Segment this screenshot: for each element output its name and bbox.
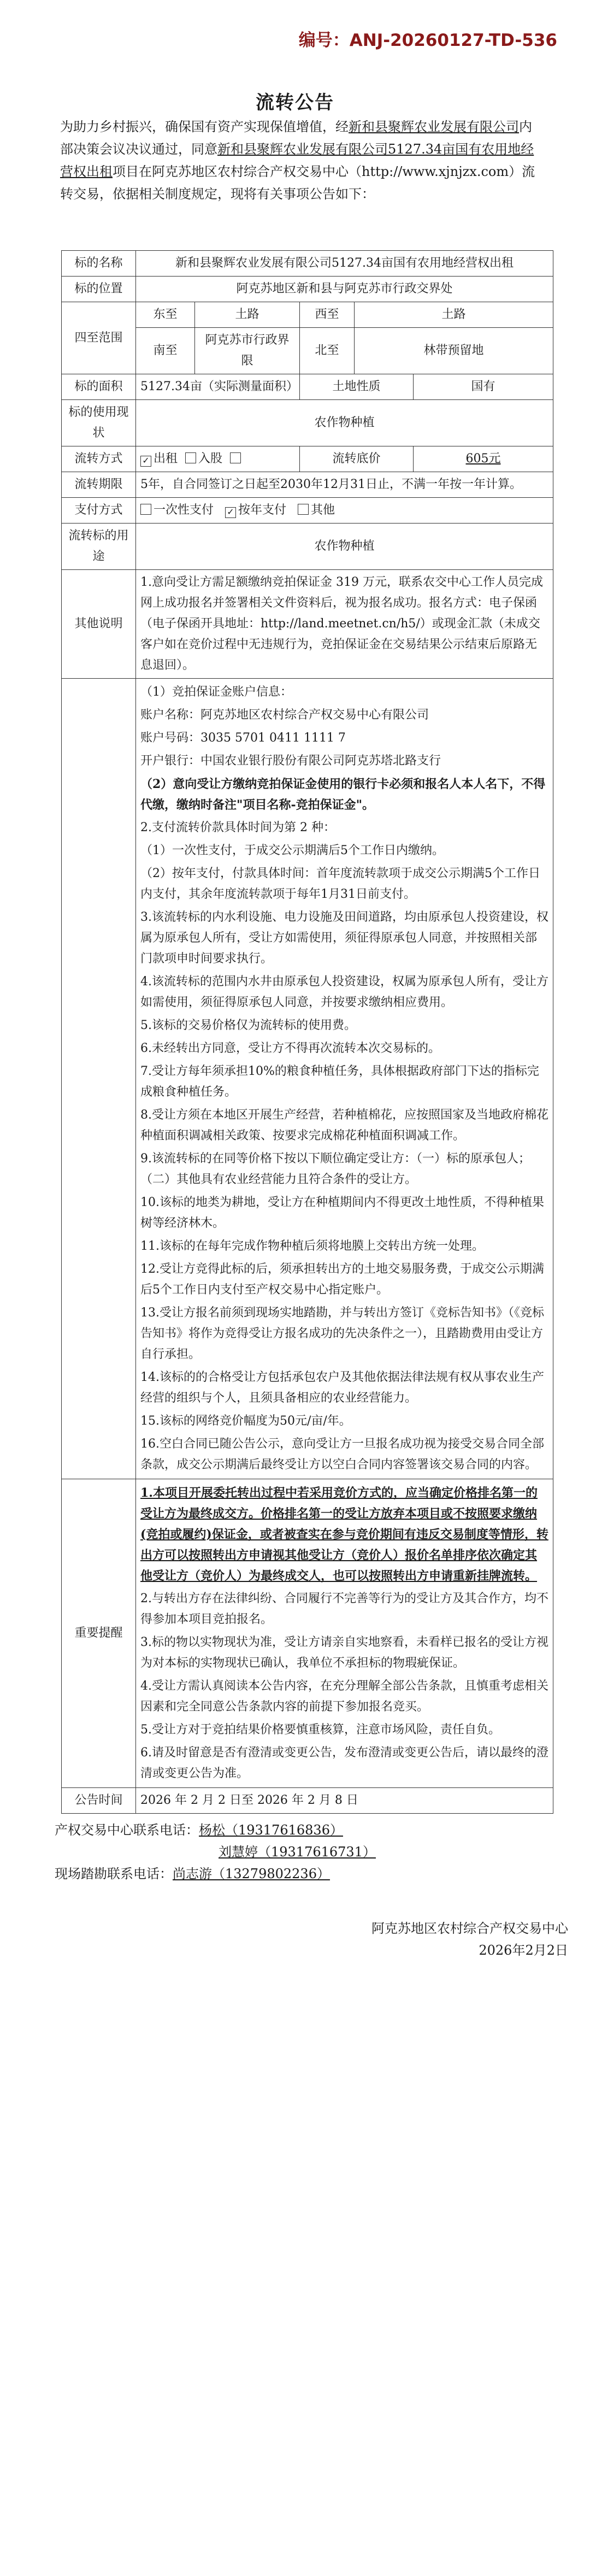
document-serial-number: 编号：ANJ-20260127-TD-536 (298, 31, 557, 50)
payment-label: 支付方式 (62, 498, 136, 524)
ownership-label: 土地性质 (300, 374, 414, 400)
payment-other-label: 其他 (311, 503, 335, 517)
note-item: 7.受让方每年须承担10%的粮食种植任务，具体根据政府部门下达的指标完成粮食种植任务。 (140, 1064, 539, 1099)
east-label: 东至 (136, 302, 195, 328)
note-item: （1）竞拍保证金账户信息： (140, 685, 292, 699)
method-share-label: 入股 (198, 452, 223, 466)
term-label: 流转期限 (62, 472, 136, 498)
center-contact-person-2: 刘慧婷（19317616731） (219, 1844, 376, 1860)
intro-company-name: 新和县聚辉农业发展有限公司 (349, 119, 519, 134)
row-method (62, 446, 553, 472)
row-boundary-1 (62, 302, 553, 328)
name-value: 新和县聚辉农业发展有限公司5127.34亩国有农用地经营权出租 (136, 251, 553, 277)
important-item: 5.受让方对于竞拍结果价格要慎重核算，注意市场风险，责任自负。 (140, 1723, 500, 1737)
row-payment (62, 498, 553, 524)
method-label: 流转方式 (62, 446, 136, 472)
payment-once-label: 一次性支付 (154, 503, 214, 517)
important-item: 6.请及时留意是否有澄清或变更公告，发布澄清或变更公告后，请以最终的澄清或变更公告为准。 (140, 1746, 548, 1780)
name-label: 标的名称 (62, 251, 136, 277)
ownership-value: 国有 (414, 374, 553, 400)
method-rent-checkbox: ✓ (140, 456, 151, 467)
announce-time-label: 公告时间 (62, 1788, 136, 1814)
note-item: 8.受让方须在本地区开展生产经营，若种植棉花，应按照国家及当地政府棉花种植面积调减相关政策、按要求完成棉花种植面积调减工作。 (140, 1108, 548, 1143)
location-label: 标的位置 (62, 277, 136, 302)
intro-text-b: 内部决策会议决议通过，同意 (60, 119, 532, 157)
payment-yearly-checkbox: ✓ (225, 507, 236, 518)
note-item: 11.该标的在每年完成作物种植后须将地膜上交转出方统一处理。 (140, 1239, 484, 1253)
row-announce-time (62, 1788, 553, 1814)
other-value: 1.意向受让方需足额缴纳竞拍保证金 319 万元，联系农交中心工作人员完成网上成功报名并签署相关文件资料后，视为报名成功。报名方式：电子保函（电子保函开具地址：http://land.meetnet.cn/h5/）或现金汇款（未成交客户如在竞价过程中无违规行为，竞拍保证金在交易结果公示结束后原路无息退回）。 (136, 570, 553, 679)
other-label: 其他说明 (62, 570, 136, 679)
important-item: 4.受让方需认真阅读本公告内容，在充分理解全部公告条款，且慎重考虑相关因素和完全同意公告条款内容的前提下参加报名竞买。 (140, 1679, 548, 1714)
notes-cell (136, 679, 553, 1479)
important-bold-item: 1.本项目开展委托转出过程中若采用竞价方式的，应当确定价格排名第一的受让方为最终成交方。价格排名第一的受让方放弃本项目或不按照要求缴纳(竞拍或履约)保证金，或者被查实在参与竞价期间有违反交易制度等情形，转出方可以按照转出方申请视其他受让方（竞价人）报价名单排序依次确定其他受让方（竞价人）为最终成交人，也可以按照转出方申请重新挂牌流转。 (140, 1486, 548, 1583)
row-important (62, 1479, 553, 1788)
area-value: 5127.34亩（实际测量面积） (136, 374, 300, 400)
row-location (62, 277, 553, 302)
note-item: 14.该标的的合格受让方包括承包农户及其他依据法律法规有权从事农业生产经营的组织与个人，且须具备相应的农业经营能力。 (140, 1371, 544, 1405)
boundary-label: 四至范围 (62, 302, 136, 374)
base-price-label: 流转底价 (300, 446, 414, 472)
info-table (61, 250, 553, 1814)
important-item: 2.与转出方存在法律纠纷、合同履行不完善等行为的受让方及其合作方，均不得参加本项目竞拍报名。 (140, 1592, 548, 1626)
field-contact-label: 现场踏勘联系电话： (55, 1866, 173, 1881)
row-name (62, 251, 553, 277)
field-contact-person: 尚志游（13279802236） (173, 1866, 330, 1881)
signature-date: 2026年2月2日 (479, 1943, 568, 1958)
note-item: 16.空白合同已随公告公示，意向受让方一旦报名成功视为接受交易合同全部条款，成交公示期满后最终受让方以空白合同内容签署该交易合同的内容。 (140, 1437, 544, 1472)
east-value: 土路 (195, 302, 300, 328)
contact-section (55, 1819, 376, 1885)
note-item: 9.该流转标的在同等价格下按以下顺位确定受让方：（一）标的原承包人；（二）其他具有农业经营能力且符合条件的受让方。 (140, 1152, 530, 1186)
west-label: 西至 (300, 302, 355, 328)
usage-status-value: 农作物种植 (136, 400, 553, 446)
announce-time-value: 2026 年 2 月 2 日至 2026 年 2 月 8 日 (136, 1788, 553, 1814)
row-term (62, 472, 553, 498)
note-item: 13.受让方报名前须到现场实地踏勘，并与转出方签订《竞标告知书》（《竞标告知书》将作为竞得受让方报名成功的先决条件之一），且踏勘费用由受让方自行承担。 (140, 1306, 544, 1361)
note-item: 5.该标的交易价格仅为流转标的使用费。 (140, 1019, 356, 1032)
payment-other-checkbox (298, 504, 309, 515)
note-item: （1）一次性支付，于成交公示期满后5个工作日内缴纳。 (140, 844, 444, 857)
document-title: 流转公告 (256, 92, 334, 114)
purpose-value: 农作物种植 (136, 524, 553, 570)
center-contact-label: 产权交易中心联系电话： (55, 1822, 199, 1838)
south-value: 阿克苏市行政界限 (195, 328, 300, 374)
row-other (62, 570, 553, 679)
usage-status-label: 标的使用现状 (62, 400, 136, 446)
row-area (62, 374, 553, 400)
term-value: 5年，自合同签订之日起至2030年12月31日止，不满一年按一年计算。 (136, 472, 553, 498)
west-value: 土路 (355, 302, 553, 328)
payment-once-checkbox (140, 504, 151, 515)
location-value: 阿克苏地区新和县与阿克苏市行政交界处 (136, 277, 553, 302)
center-contact-person-1: 杨松（19317616836） (199, 1822, 343, 1838)
note-item: 账户号码：3035 5701 0411 1111 7 (140, 731, 346, 745)
method-options (136, 446, 300, 472)
note-item: 10.该标的地类为耕地，受让方在种植期间内不得更改土地性质，不得种植果树等经济林木。 (140, 1196, 544, 1230)
method-share-checkbox (185, 452, 196, 463)
method-other-checkbox (230, 452, 241, 463)
row-notes (62, 679, 553, 1479)
note-item: 6.未经转出方同意，受让方不得再次流转本次交易标的。 (140, 1042, 440, 1055)
note-item: 3.该流转标的内水利设施、电力设施及田间道路，均由原承包人投资建设，权属为原承包人所有，受让方如需使用，须征得原承包人同意，并按照相关部门款项申时间要求执行。 (140, 910, 548, 966)
note-item: 4.该流转标的范围内水井由原承包人投资建设，权属为原承包人所有，受让方如需使用，须征得原承包人同意，并按要求缴纳相应费用。 (140, 975, 548, 1009)
signature-organization: 阿克苏地区农村综合产权交易中心 (371, 1921, 568, 1936)
intro-paragraph (60, 116, 541, 205)
note-item: 开户银行：中国农业银行股份有限公司阿克苏塔北路支行 (140, 754, 441, 768)
note-item: 账户名称：阿克苏地区农村综合产权交易中心有限公司 (140, 708, 429, 722)
payment-yearly-label: 按年支付 (238, 503, 287, 517)
row-usage-status (62, 400, 553, 446)
base-price-value: 605元 (414, 446, 553, 472)
note-item: （2）按年支付，付款具体时间：首年度流转款项于成交公示期满5个工作日内支付，其余年度流转款项于每年1月31日前支付。 (140, 867, 540, 901)
note-item: 12.受让方竞得此标的后，须承担转出方的土地交易服务费，于成交公示期满后5个工作日内支付至产权交易中心指定账户。 (140, 1262, 544, 1297)
south-label: 南至 (136, 328, 195, 374)
important-label: 重要提醒 (62, 1479, 136, 1788)
row-purpose (62, 524, 553, 570)
important-cell (136, 1479, 553, 1788)
intro-text-c: 项目在阿克苏地区农村综合产权交易中心（http://www.xjnjzx.com）流转交易，依据相关制度规定，现将有关事项公告如下： (60, 164, 535, 202)
intro-project-name: 新和县聚辉农业发展有限公司5127.34亩国有农用地经营权出租 (60, 142, 534, 179)
area-label: 标的面积 (62, 374, 136, 400)
note-item: 2.支付流转价款具体时间为第 2 种： (140, 821, 335, 834)
payment-options (136, 498, 553, 524)
purpose-label: 流转标的用途 (62, 524, 136, 570)
intro-text-a: 为助力乡村振兴，确保国有资产实现保值增值，经 (60, 119, 349, 134)
note-item: 15.该标的网络竞价幅度为50元/亩/年。 (140, 1414, 351, 1428)
north-label: 北至 (300, 328, 355, 374)
north-value: 林带预留地 (355, 328, 553, 374)
note-item: （2）意向受让方缴纳竞拍保证金使用的银行卡必须和报名人本人名下，不得代缴，缴纳时备注"项目名称-竞拍保证金"。 (140, 777, 546, 812)
method-rent-label: 出租 (154, 452, 178, 466)
important-item: 3.标的物以实物现状为准，受让方请亲自实地察看，未看样已报名的受让方视为对本标的实物现状已确认，我单位不承担标的物瑕疵保证。 (140, 1636, 548, 1670)
